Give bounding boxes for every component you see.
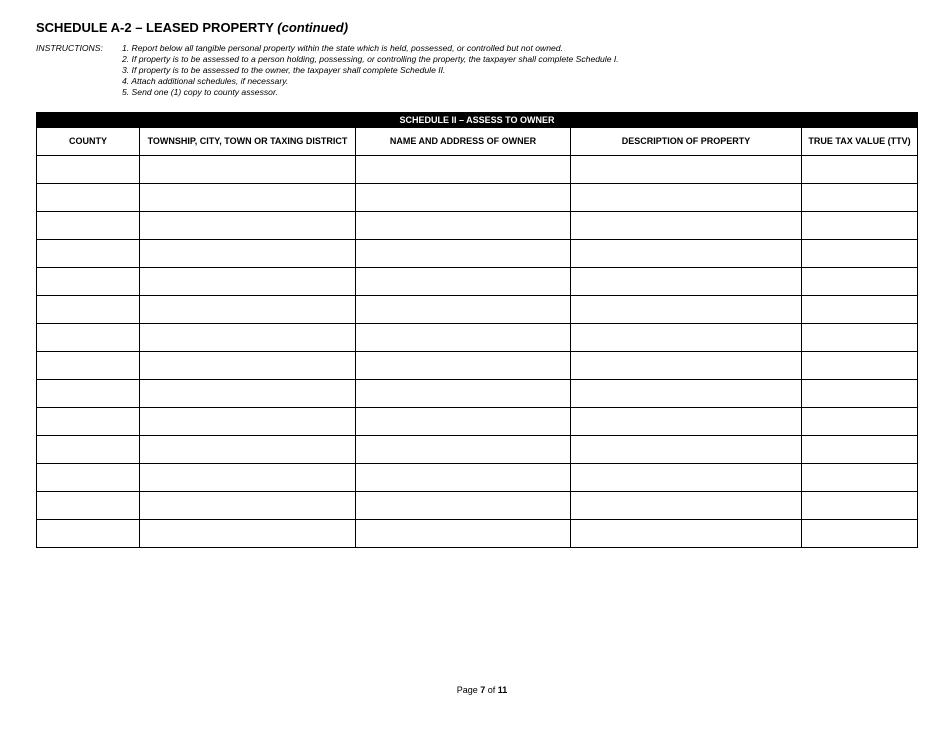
instruction-item: 4. Attach additional schedules, if necessary. bbox=[122, 76, 289, 86]
true-tax-value-cell[interactable] bbox=[802, 352, 918, 380]
property-description-cell[interactable] bbox=[571, 492, 802, 520]
taxing-district-cell[interactable] bbox=[140, 380, 356, 408]
taxing-district-cell[interactable] bbox=[140, 492, 356, 520]
column-header-taxing-district: TOWNSHIP, CITY, TOWN OR TAXING DISTRICT bbox=[140, 128, 356, 156]
owner-name-address-cell[interactable] bbox=[356, 212, 571, 240]
table-row bbox=[37, 436, 918, 464]
instruction-item: 2. If property is to be assessed to a person holding, possessing, or controlling the property, the taxpayer shall complete Schedule I. bbox=[122, 54, 619, 64]
county-cell[interactable] bbox=[37, 352, 140, 380]
property-description-cell[interactable] bbox=[571, 156, 802, 184]
county-cell[interactable] bbox=[37, 324, 140, 352]
owner-name-address-cell[interactable] bbox=[356, 436, 571, 464]
owner-name-address-cell[interactable] bbox=[356, 240, 571, 268]
county-cell[interactable] bbox=[37, 268, 140, 296]
owner-name-address-cell[interactable] bbox=[356, 324, 571, 352]
true-tax-value-cell[interactable] bbox=[802, 268, 918, 296]
column-header-county: COUNTY bbox=[37, 128, 140, 156]
county-cell[interactable] bbox=[37, 156, 140, 184]
property-description-cell[interactable] bbox=[571, 520, 802, 548]
table-row bbox=[37, 520, 918, 548]
taxing-district-cell[interactable] bbox=[140, 212, 356, 240]
property-description-cell[interactable] bbox=[571, 380, 802, 408]
taxing-district-cell[interactable] bbox=[140, 520, 356, 548]
county-cell[interactable] bbox=[37, 296, 140, 324]
owner-name-address-cell[interactable] bbox=[356, 296, 571, 324]
property-description-cell[interactable] bbox=[571, 464, 802, 492]
taxing-district-cell[interactable] bbox=[140, 268, 356, 296]
taxing-district-cell[interactable] bbox=[140, 352, 356, 380]
table-row bbox=[37, 212, 918, 240]
owner-name-address-cell[interactable] bbox=[356, 352, 571, 380]
taxing-district-cell[interactable] bbox=[140, 296, 356, 324]
owner-name-address-cell[interactable] bbox=[356, 156, 571, 184]
table-row bbox=[37, 240, 918, 268]
true-tax-value-cell[interactable] bbox=[802, 184, 918, 212]
page-title-text: SCHEDULE A-2 – LEASED PROPERTY bbox=[36, 20, 274, 35]
instructions-label: INSTRUCTIONS: bbox=[36, 43, 103, 53]
taxing-district-cell[interactable] bbox=[140, 324, 356, 352]
taxing-district-cell[interactable] bbox=[140, 464, 356, 492]
schedule-ii-table bbox=[36, 112, 918, 548]
column-header-property-description: DESCRIPTION OF PROPERTY bbox=[571, 128, 802, 156]
owner-name-address-cell[interactable] bbox=[356, 464, 571, 492]
property-description-cell[interactable] bbox=[571, 352, 802, 380]
taxing-district-cell[interactable] bbox=[140, 436, 356, 464]
page-number: 7 bbox=[480, 685, 486, 695]
owner-name-address-cell[interactable] bbox=[356, 492, 571, 520]
county-cell[interactable] bbox=[37, 436, 140, 464]
property-description-cell[interactable] bbox=[571, 296, 802, 324]
property-description-cell[interactable] bbox=[571, 212, 802, 240]
table-body bbox=[37, 156, 918, 548]
taxing-district-cell[interactable] bbox=[140, 408, 356, 436]
true-tax-value-cell[interactable] bbox=[802, 240, 918, 268]
county-cell[interactable] bbox=[37, 240, 140, 268]
owner-name-address-cell[interactable] bbox=[356, 184, 571, 212]
column-header-true-tax-value: TRUE TAX VALUE (TTV) bbox=[802, 128, 918, 156]
county-cell[interactable] bbox=[37, 212, 140, 240]
taxing-district-cell[interactable] bbox=[140, 240, 356, 268]
table-row bbox=[37, 268, 918, 296]
instructions-list bbox=[122, 43, 619, 98]
instruction-item: 3. If property is to be assessed to the owner, the taxpayer shall complete Schedule II. bbox=[122, 65, 446, 75]
true-tax-value-cell[interactable] bbox=[802, 296, 918, 324]
true-tax-value-cell[interactable] bbox=[802, 324, 918, 352]
county-cell[interactable] bbox=[37, 184, 140, 212]
page-label: Page bbox=[456, 685, 478, 695]
taxing-district-cell[interactable] bbox=[140, 184, 356, 212]
table-row bbox=[37, 296, 918, 324]
true-tax-value-cell[interactable] bbox=[802, 156, 918, 184]
property-description-cell[interactable] bbox=[571, 240, 802, 268]
page-total: 11 bbox=[497, 685, 508, 695]
county-cell[interactable] bbox=[37, 520, 140, 548]
county-cell[interactable] bbox=[37, 492, 140, 520]
property-description-cell[interactable] bbox=[571, 324, 802, 352]
owner-name-address-cell[interactable] bbox=[356, 380, 571, 408]
true-tax-value-cell[interactable] bbox=[802, 492, 918, 520]
property-description-cell[interactable] bbox=[571, 408, 802, 436]
true-tax-value-cell[interactable] bbox=[802, 464, 918, 492]
property-description-cell[interactable] bbox=[571, 268, 802, 296]
table-banner: SCHEDULE II – ASSESS TO OWNER bbox=[37, 113, 918, 128]
page-title-suffix: (continued) bbox=[277, 20, 349, 35]
true-tax-value-cell[interactable] bbox=[802, 436, 918, 464]
instruction-item: 1. Report below all tangible personal property within the state which is held, possessed, or controlled but not owned. bbox=[122, 43, 563, 53]
true-tax-value-cell[interactable] bbox=[802, 212, 918, 240]
table-banner-row bbox=[37, 113, 918, 128]
page-footer bbox=[0, 685, 950, 695]
property-description-cell[interactable] bbox=[571, 184, 802, 212]
table-row bbox=[37, 408, 918, 436]
true-tax-value-cell[interactable] bbox=[802, 520, 918, 548]
taxing-district-cell[interactable] bbox=[140, 156, 356, 184]
true-tax-value-cell[interactable] bbox=[802, 408, 918, 436]
instruction-item: 5. Send one (1) copy to county assessor. bbox=[122, 87, 278, 97]
table-row bbox=[37, 324, 918, 352]
table-row bbox=[37, 492, 918, 520]
true-tax-value-cell[interactable] bbox=[802, 380, 918, 408]
table-row bbox=[37, 156, 918, 184]
county-cell[interactable] bbox=[37, 464, 140, 492]
table-row bbox=[37, 380, 918, 408]
owner-name-address-cell[interactable] bbox=[356, 520, 571, 548]
county-cell[interactable] bbox=[37, 380, 140, 408]
table-row bbox=[37, 184, 918, 212]
column-header-owner-name-address: NAME AND ADDRESS OF OWNER bbox=[356, 128, 571, 156]
property-description-cell[interactable] bbox=[571, 436, 802, 464]
county-cell[interactable] bbox=[37, 408, 140, 436]
table-row bbox=[37, 352, 918, 380]
page-title bbox=[36, 20, 348, 35]
owner-name-address-cell[interactable] bbox=[356, 408, 571, 436]
table-header-row bbox=[37, 128, 918, 156]
table-row bbox=[37, 464, 918, 492]
page-of-label: of bbox=[487, 685, 496, 695]
owner-name-address-cell[interactable] bbox=[356, 268, 571, 296]
